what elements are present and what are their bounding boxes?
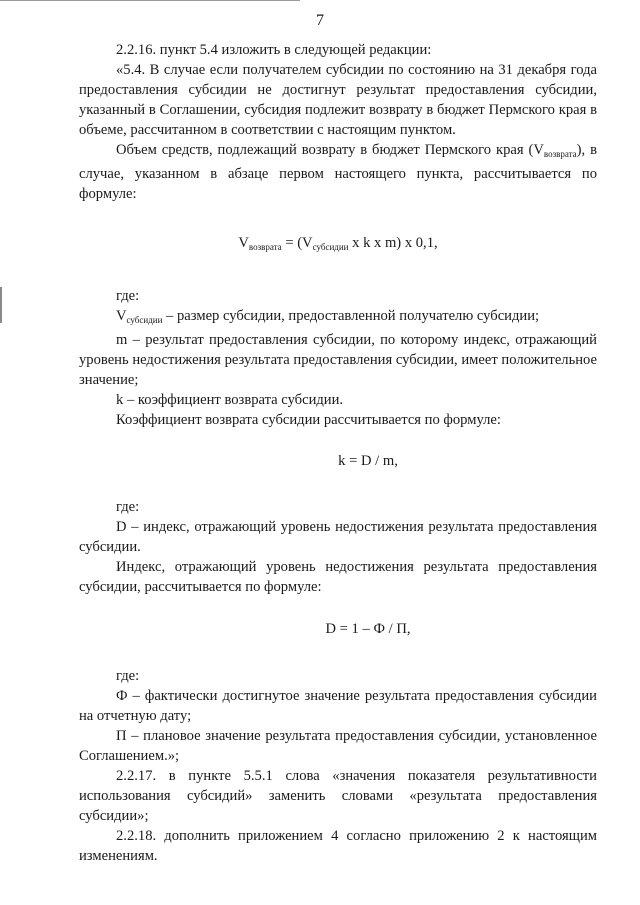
definition-k: k – коэффициент возврата субсидии.: [116, 392, 344, 408]
formula-v-return: [79, 233, 597, 257]
top-rule: [0, 0, 300, 1]
definition-p: П – плановое значение результата предоставления субсидии, установленное Соглашением.»;: [79, 728, 597, 764]
page-number: 7: [316, 12, 324, 29]
margin-mark: [0, 287, 2, 323]
def-v-symbol: V: [116, 308, 127, 324]
formula-v: V: [238, 235, 249, 251]
formula-v-sub-return: возврата: [248, 242, 282, 252]
definition-d: D – индекс, отражающий уровень недостижения результата предоставления субсидии.: [79, 519, 597, 555]
def-v-subscript: субсидии: [126, 315, 163, 325]
formula-v-mid: = (V: [281, 235, 313, 251]
paragraph-2-2-17: 2.2.17. в пункте 5.5.1 слова «значения показателя результативности использования субсидий» заменить словами «результата предоставления субсидии»;: [79, 768, 597, 824]
return-volume-subscript: возврата: [543, 149, 577, 159]
definition-m: m – результат предоставления субсидии, по которому индекс, отражающий уровень недостижения результата предоставления субсидии, имеет положительное значение;: [79, 332, 597, 388]
formula-d: D = 1 – Ф / П,: [325, 621, 411, 637]
return-volume-text-a: Объем средств, подлежащий возврату в бюджет Пермского края (V: [116, 142, 544, 158]
return-volume-text-b: ), в случае, указанном в абзаце первом настоящего пункта, рассчитывается по формуле:: [79, 142, 597, 202]
where-label-3: где:: [116, 668, 140, 684]
where-label-2: где:: [116, 499, 140, 515]
document-body: [79, 40, 597, 866]
definition-v-subsidy: [79, 306, 597, 330]
paragraph-2-2-16: 2.2.16. пункт 5.4 изложить в следующей редакции:: [116, 42, 432, 58]
paragraph-5-4: «5.4. В случае если получателем субсидии по состоянию на 31 декабря года предоставления субсидии не достигнут результат предоставления субсидии, указанный в Соглашении, субсидия подлежит возврату в бюджет Пермского края в объеме, рассчитанном в соответствии с настоящим пунктом.: [79, 62, 597, 138]
paragraph-k-formula-intro: Коэффициент возврата субсидии рассчитывается по формуле:: [116, 412, 501, 428]
formula-k: k = D / m,: [338, 453, 398, 469]
where-label-1: где:: [116, 288, 140, 304]
def-v-text: – размер субсидии, предоставленной получателю субсидии;: [162, 308, 540, 324]
paragraph-return-volume: [79, 140, 597, 204]
paragraph-d-formula-intro: Индекс, отражающий уровень недостижения результата предоставления субсидии, рассчитывается по формуле:: [79, 559, 597, 595]
paragraph-2-2-18: 2.2.18. дополнить приложением 4 согласно приложению 2 к настоящим изменениям.: [79, 828, 597, 864]
formula-v-rest: x k x m) x 0,1,: [348, 235, 438, 251]
formula-v-sub-subsidy: субсидии: [312, 242, 349, 252]
definition-f: Ф – фактически достигнутое значение результата предоставления субсидии на отчетную дату;: [79, 688, 597, 724]
